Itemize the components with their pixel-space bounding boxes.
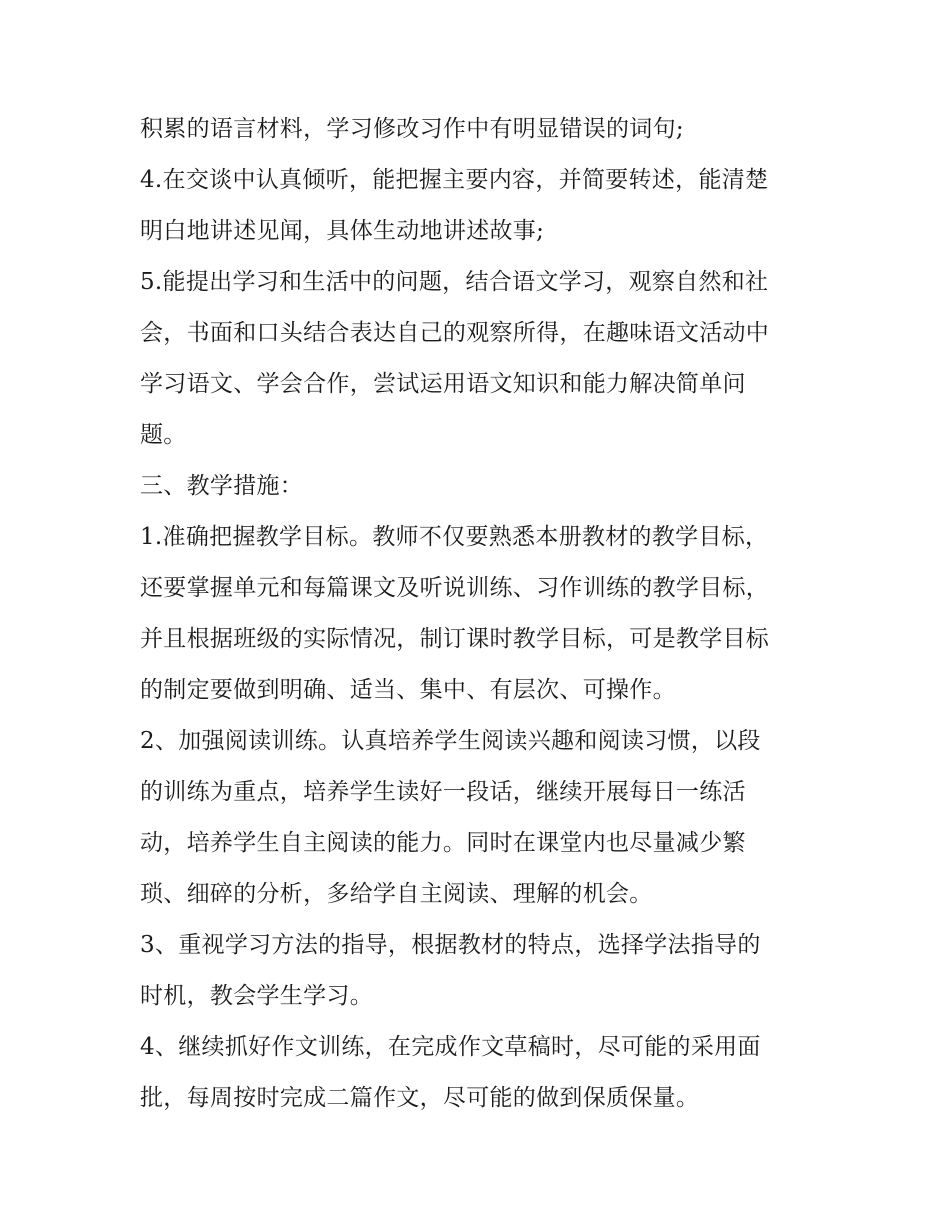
- text-line: 学习语文、学会合作，尝试运用语文知识和能力解决简单问: [140, 371, 746, 397]
- text-line: 动，培养学生自主阅读的能力。同时在课堂内也尽量减少繁: [140, 830, 746, 856]
- text-line: 琐、细碎的分析，多给学自主阅读、理解的机会。: [140, 881, 653, 907]
- section-heading: 三、教学措施：: [140, 473, 304, 499]
- text-line: 3、重视学习方法的指导，根据教材的特点，选择学法指导的: [140, 932, 761, 958]
- text-line: 积累的语言材料，学习修改习作中有明显错误的词句;: [140, 116, 684, 142]
- text-line: 还要掌握单元和每篇课文及听说训练、习作训练的教学目标，: [140, 575, 770, 601]
- text-line: 明白地讲述见闻，具体生动地讲述故事;: [140, 218, 545, 244]
- text-line: 批，每周按时完成二篇作文，尽可能的做到保质保量。: [140, 1085, 700, 1111]
- document-body: [140, 104, 820, 1124]
- text-line: 会，书面和口头结合表达自己的观察所得，在趣味语文活动中: [140, 320, 770, 346]
- text-line: 时机，教会学生学习。: [140, 983, 373, 1009]
- text-line: 的训练为重点，培养学生读好一段话，继续开展每日一练活: [140, 779, 746, 805]
- text-line: 并且根据班级的实际情况，制订课时教学目标，可是教学目标: [140, 626, 770, 652]
- text-line: 2、加强阅读训练。认真培养学生阅读兴趣和阅读习惯，以段: [140, 728, 761, 754]
- text-line: 5.能提出学习和生活中的问题，结合语文学习，观察自然和社: [140, 269, 769, 295]
- text-line: 4、继续抓好作文训练，在完成作文草稿时，尽可能的采用面: [140, 1034, 761, 1060]
- text-line: 4.在交谈中认真倾听，能把握主要内容，并简要转述，能清楚: [140, 167, 769, 193]
- text-line: 1.准确把握教学目标。教师不仅要熟悉本册教材的教学目标，: [140, 524, 769, 550]
- text-line: 的制定要做到明确、适当、集中、有层次、可操作。: [140, 677, 676, 703]
- text-line: 题。: [140, 422, 187, 448]
